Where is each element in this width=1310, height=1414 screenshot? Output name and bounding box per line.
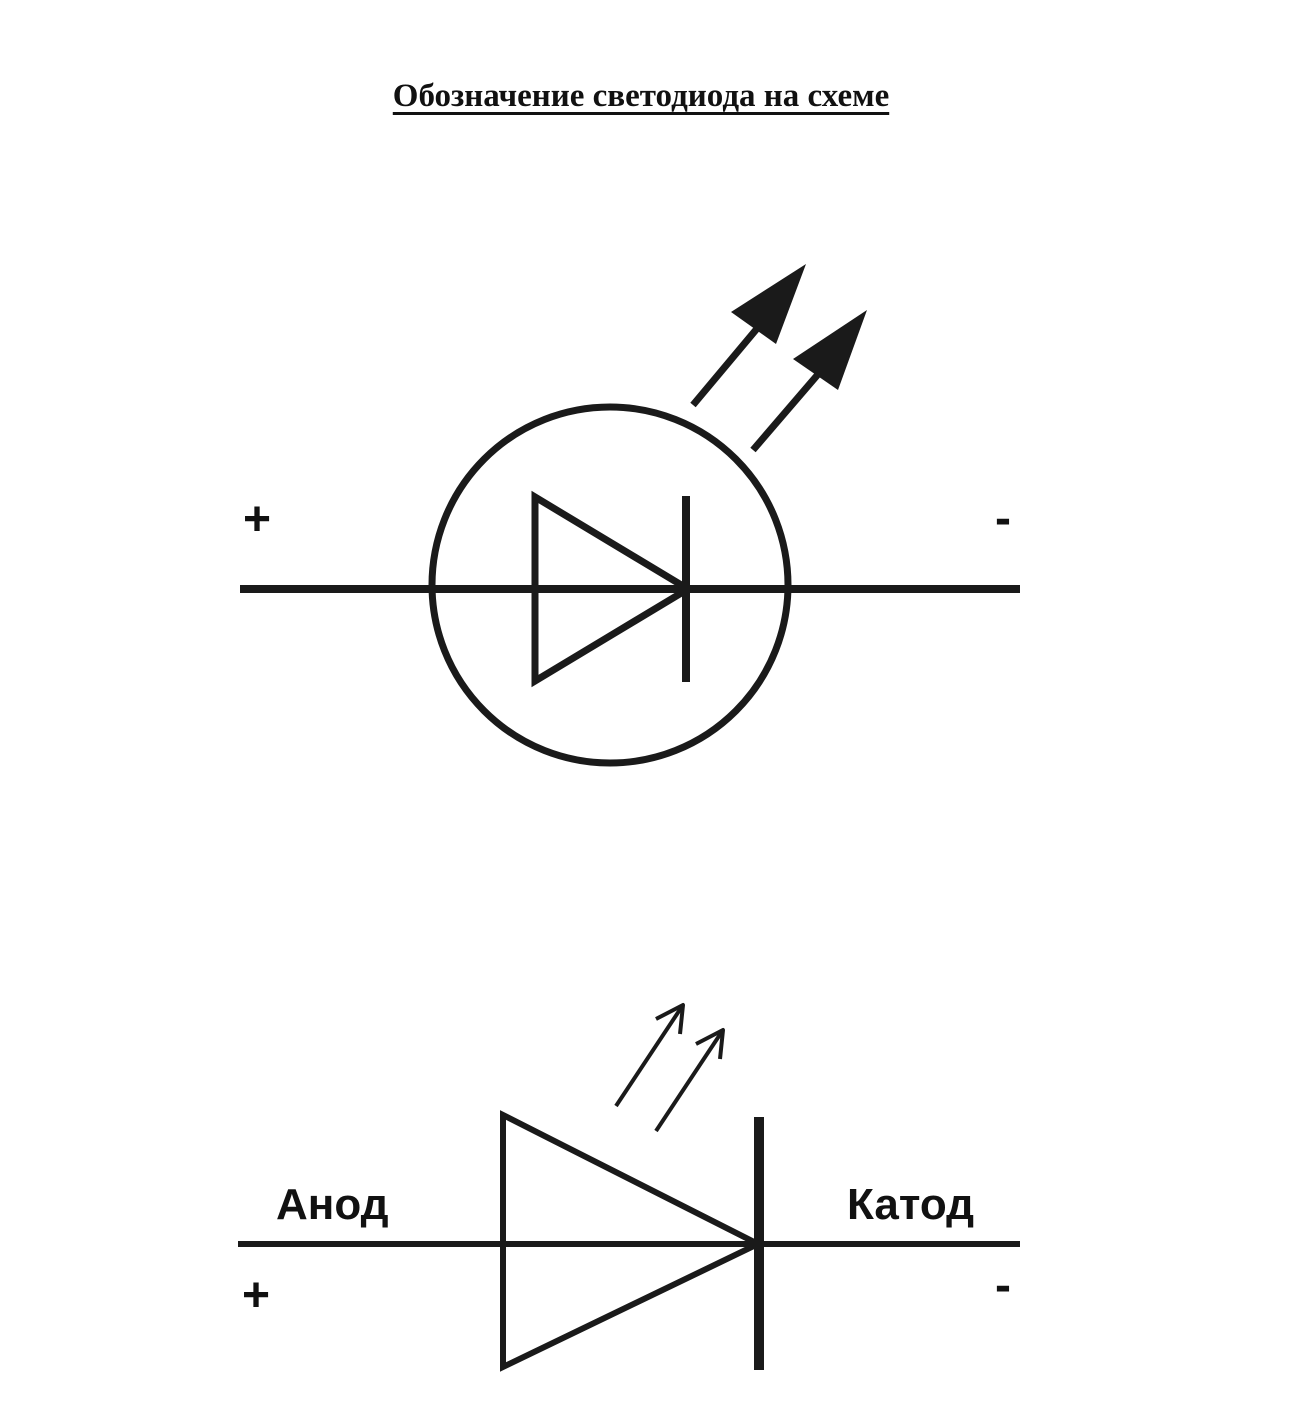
emission-arrow-tip-1 bbox=[656, 1005, 683, 1034]
led-symbol-circle bbox=[240, 264, 1020, 763]
emission-arrow-head-2 bbox=[793, 310, 867, 390]
light-emission-arrows-top bbox=[693, 264, 867, 450]
emission-arrow-tip-2 bbox=[696, 1030, 723, 1059]
emission-arrow-head-1 bbox=[731, 264, 806, 344]
minus-sign-top: - bbox=[995, 492, 1011, 545]
plus-sign-bottom: + bbox=[241, 1269, 271, 1322]
emission-arrow-shaft-2 bbox=[753, 372, 820, 450]
minus-sign-bottom: - bbox=[995, 1259, 1011, 1312]
emission-arrow-shaft-1 bbox=[693, 325, 760, 405]
anode-label: Анод bbox=[276, 1180, 389, 1229]
emission-arrow-line-2 bbox=[656, 1030, 723, 1131]
page-title: Обозначение светодиода на схеме bbox=[392, 78, 890, 114]
plus-sign-top: + bbox=[242, 493, 272, 546]
cathode-label: Катод bbox=[847, 1180, 975, 1229]
emission-arrow-line-1 bbox=[616, 1005, 683, 1106]
light-emission-arrows-bottom bbox=[616, 1005, 723, 1131]
